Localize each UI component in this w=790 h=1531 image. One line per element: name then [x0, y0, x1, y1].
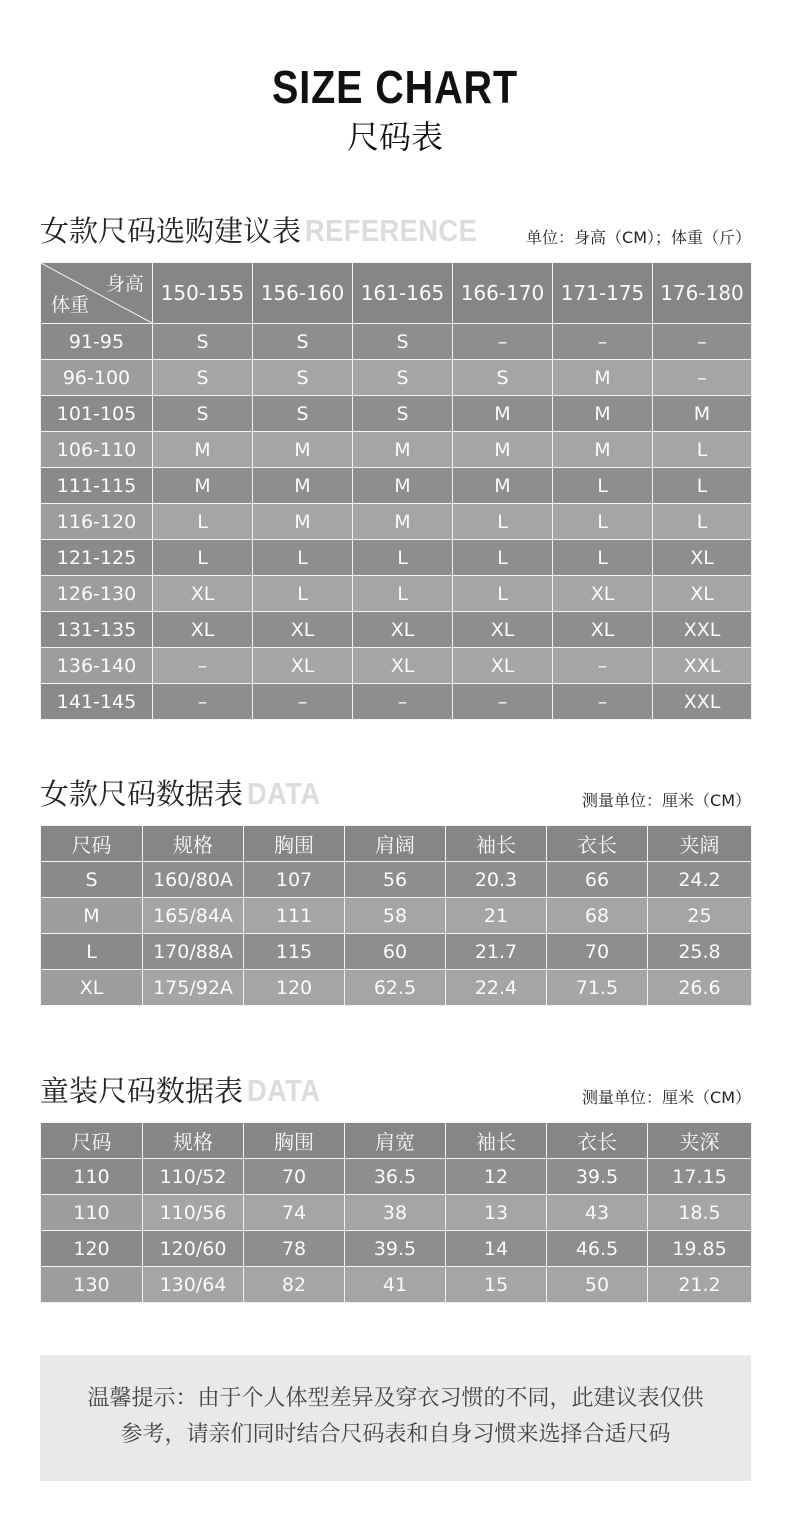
size-cell: L [553, 540, 653, 576]
reference-section-header [40, 212, 751, 256]
size-label-cell: 110 [41, 1195, 143, 1231]
column-header: 胸围 [244, 826, 345, 862]
table-row [41, 576, 752, 612]
table-row [41, 540, 752, 576]
reference-section-title [40, 209, 501, 250]
size-cell: XL [553, 576, 653, 612]
weight-row-header: 126-130 [41, 576, 153, 612]
size-cell: M [353, 468, 453, 504]
table-row [41, 1231, 752, 1267]
height-column-header: 161-165 [353, 263, 453, 324]
column-header: 肩阔 [345, 826, 446, 862]
size-cell: L [653, 504, 752, 540]
size-cell: XL [253, 648, 353, 684]
size-cell: L [653, 468, 752, 504]
women-section-title [40, 772, 331, 813]
measurement-cell: 21.2 [648, 1267, 752, 1303]
size-label-cell: M [41, 898, 143, 934]
tip-line-2: 参考，请亲们同时结合尺码表和自身习惯来选择合适尺码 [120, 1422, 671, 1447]
measurement-cell: 14 [446, 1231, 547, 1267]
table-row [41, 648, 752, 684]
table-row [41, 934, 752, 970]
table-row [41, 970, 752, 1006]
kids-data-table [40, 1122, 752, 1303]
size-cell: M [553, 432, 653, 468]
column-header: 夹深 [648, 1123, 752, 1159]
table-row [41, 468, 752, 504]
reference-size-table [40, 262, 752, 720]
size-cell: XL [453, 612, 553, 648]
size-cell: XXL [653, 612, 752, 648]
women-section-header [40, 775, 751, 819]
measurement-cell: 17.15 [648, 1159, 752, 1195]
column-header: 袖长 [446, 1123, 547, 1159]
size-cell: M [153, 468, 253, 504]
measurement-cell: 130/64 [143, 1267, 244, 1303]
size-cell: – [553, 648, 653, 684]
table-row [41, 432, 752, 468]
table-row [41, 684, 752, 720]
size-cell: M [253, 504, 353, 540]
tip-box [40, 1355, 751, 1481]
women-title-cn: 女款尺码数据表 [40, 777, 244, 811]
height-column-header: 176-180 [653, 263, 752, 324]
size-cell: M [353, 504, 453, 540]
height-column-header: 156-160 [253, 263, 353, 324]
size-cell: M [553, 396, 653, 432]
measurement-cell: 120/60 [143, 1231, 244, 1267]
weight-row-header: 96-100 [41, 360, 153, 396]
measurement-cell: 25.8 [648, 934, 752, 970]
column-header: 胸围 [244, 1123, 345, 1159]
measurement-cell: 110/56 [143, 1195, 244, 1231]
size-cell: M [153, 432, 253, 468]
measurement-cell: 50 [547, 1267, 648, 1303]
measurement-cell: 120 [244, 970, 345, 1006]
size-cell: – [153, 684, 253, 720]
size-label-cell: S [41, 862, 143, 898]
size-cell: S [253, 324, 353, 360]
kids-title-cn: 童装尺码数据表 [40, 1074, 244, 1108]
size-cell: L [553, 504, 653, 540]
measurement-cell: 39.5 [547, 1159, 648, 1195]
size-cell: – [453, 684, 553, 720]
size-cell: S [353, 396, 453, 432]
size-cell: – [253, 684, 353, 720]
column-header: 尺码 [41, 1123, 143, 1159]
measurement-cell: 24.2 [648, 862, 752, 898]
size-cell: M [653, 396, 752, 432]
size-cell: – [553, 684, 653, 720]
measurement-cell: 70 [547, 934, 648, 970]
size-cell: M [453, 468, 553, 504]
height-column-header: 171-175 [553, 263, 653, 324]
size-cell: L [353, 540, 453, 576]
measurement-cell: 74 [244, 1195, 345, 1231]
measurement-cell: 111 [244, 898, 345, 934]
measurement-cell: 107 [244, 862, 345, 898]
measurement-cell: 60 [345, 934, 446, 970]
size-label-cell: 120 [41, 1231, 143, 1267]
women-header-row [41, 826, 752, 862]
column-header: 夹阔 [648, 826, 752, 862]
measurement-cell: 19.85 [648, 1231, 752, 1267]
measurement-cell: 115 [244, 934, 345, 970]
measurement-cell: 170/88A [143, 934, 244, 970]
column-header: 规格 [143, 1123, 244, 1159]
size-cell: – [453, 324, 553, 360]
measurement-cell: 62.5 [345, 970, 446, 1006]
women-title-en: DATA [247, 776, 321, 811]
measurement-cell: 165/84A [143, 898, 244, 934]
measurement-cell: 175/92A [143, 970, 244, 1006]
table-row [41, 612, 752, 648]
tip-line-1: 温馨提示：由于个人体型差异及穿衣习惯的不同，此建议表仅供 [87, 1386, 704, 1411]
size-cell: L [653, 432, 752, 468]
size-cell: XL [553, 612, 653, 648]
size-cell: – [653, 360, 752, 396]
size-cell: XL [653, 576, 752, 612]
measurement-cell: 39.5 [345, 1231, 446, 1267]
size-cell: S [253, 360, 353, 396]
size-cell: S [153, 360, 253, 396]
kids-section-title [40, 1069, 331, 1110]
size-cell: M [253, 468, 353, 504]
measurement-cell: 41 [345, 1267, 446, 1303]
measurement-cell: 43 [547, 1195, 648, 1231]
size-cell: L [353, 576, 453, 612]
size-label-cell: 110 [41, 1159, 143, 1195]
column-header: 肩宽 [345, 1123, 446, 1159]
size-cell: – [153, 648, 253, 684]
size-cell: XL [453, 648, 553, 684]
measurement-cell: 70 [244, 1159, 345, 1195]
measurement-cell: 25 [648, 898, 752, 934]
size-cell: M [353, 432, 453, 468]
measurement-cell: 46.5 [547, 1231, 648, 1267]
table-row [41, 504, 752, 540]
measurement-cell: 68 [547, 898, 648, 934]
weight-row-header: 111-115 [41, 468, 153, 504]
kids-title-en: DATA [247, 1073, 321, 1108]
weight-row-header: 131-135 [41, 612, 153, 648]
size-cell: XL [653, 540, 752, 576]
size-cell: XL [353, 612, 453, 648]
size-cell: M [553, 360, 653, 396]
measurement-cell: 12 [446, 1159, 547, 1195]
column-header: 袖长 [446, 826, 547, 862]
measurement-cell: 21 [446, 898, 547, 934]
size-cell: S [253, 396, 353, 432]
size-label-cell: 130 [41, 1267, 143, 1303]
size-cell: – [353, 684, 453, 720]
size-cell: – [553, 324, 653, 360]
size-cell: L [153, 540, 253, 576]
size-label-cell: XL [41, 970, 143, 1006]
size-cell: L [453, 504, 553, 540]
size-cell: L [153, 504, 253, 540]
weight-row-header: 141-145 [41, 684, 153, 720]
size-cell: XXL [653, 648, 752, 684]
measurement-cell: 66 [547, 862, 648, 898]
size-cell: L [553, 468, 653, 504]
size-cell: S [453, 360, 553, 396]
size-cell: M [453, 396, 553, 432]
table-row [41, 862, 752, 898]
table-row [41, 898, 752, 934]
size-label-cell: L [41, 934, 143, 970]
table-row [41, 1195, 752, 1231]
corner-height-label: 身高 [105, 273, 144, 295]
reference-unit-label: 单位：身高（CM）；体重（斤） [526, 228, 751, 247]
weight-row-header: 116-120 [41, 504, 153, 540]
measurement-cell: 20.3 [446, 862, 547, 898]
measurement-cell: 26.6 [648, 970, 752, 1006]
size-cell: L [253, 576, 353, 612]
measurement-cell: 71.5 [547, 970, 648, 1006]
weight-row-header: 101-105 [41, 396, 153, 432]
size-cell: XL [153, 612, 253, 648]
kids-unit-label: 测量单位：厘米（CM） [582, 1088, 751, 1107]
corner-weight-label: 体重 [51, 294, 90, 316]
size-cell: XL [353, 648, 453, 684]
size-cell: M [253, 432, 353, 468]
women-unit-label: 测量单位：厘米（CM） [582, 791, 751, 810]
measurement-cell: 38 [345, 1195, 446, 1231]
size-cell: S [153, 324, 253, 360]
size-cell: L [453, 540, 553, 576]
table-row [41, 324, 752, 360]
height-column-header: 150-155 [153, 263, 253, 324]
size-cell: L [453, 576, 553, 612]
reference-title-cn: 女款尺码选购建议表 [40, 214, 302, 248]
measurement-cell: 15 [446, 1267, 547, 1303]
measurement-cell: 58 [345, 898, 446, 934]
measurement-cell: 36.5 [345, 1159, 446, 1195]
reference-title-en: REFERENCE [305, 213, 478, 248]
table-row [41, 396, 752, 432]
column-header: 尺码 [41, 826, 143, 862]
column-header: 衣长 [547, 1123, 648, 1159]
reference-header-row [41, 263, 752, 324]
size-cell: XL [253, 612, 353, 648]
measurement-cell: 21.7 [446, 934, 547, 970]
size-cell: L [253, 540, 353, 576]
measurement-cell: 13 [446, 1195, 547, 1231]
measurement-cell: 56 [345, 862, 446, 898]
weight-row-header: 136-140 [41, 648, 153, 684]
weight-row-header: 91-95 [41, 324, 153, 360]
size-cell: – [653, 324, 752, 360]
table-row [41, 360, 752, 396]
weight-row-header: 121-125 [41, 540, 153, 576]
measurement-cell: 160/80A [143, 862, 244, 898]
measurement-cell: 22.4 [446, 970, 547, 1006]
page-title-cn: 尺码表 [346, 118, 443, 156]
kids-section-header [40, 1072, 751, 1116]
size-cell: XL [153, 576, 253, 612]
weight-row-header: 106-110 [41, 432, 153, 468]
measurement-cell: 18.5 [648, 1195, 752, 1231]
height-column-header: 166-170 [453, 263, 553, 324]
measurement-cell: 110/52 [143, 1159, 244, 1195]
size-cell: XXL [653, 684, 752, 720]
size-cell: M [453, 432, 553, 468]
kids-header-row [41, 1123, 752, 1159]
column-header: 衣长 [547, 826, 648, 862]
size-cell: S [353, 324, 453, 360]
size-cell: S [353, 360, 453, 396]
size-cell: S [153, 396, 253, 432]
table-row [41, 1159, 752, 1195]
page-title-en: SIZE CHART [272, 61, 518, 113]
measurement-cell: 82 [244, 1267, 345, 1303]
column-header: 规格 [143, 826, 244, 862]
women-data-table [40, 825, 752, 1006]
table-row [41, 1267, 752, 1303]
measurement-cell: 78 [244, 1231, 345, 1267]
reference-corner-cell [41, 263, 153, 324]
